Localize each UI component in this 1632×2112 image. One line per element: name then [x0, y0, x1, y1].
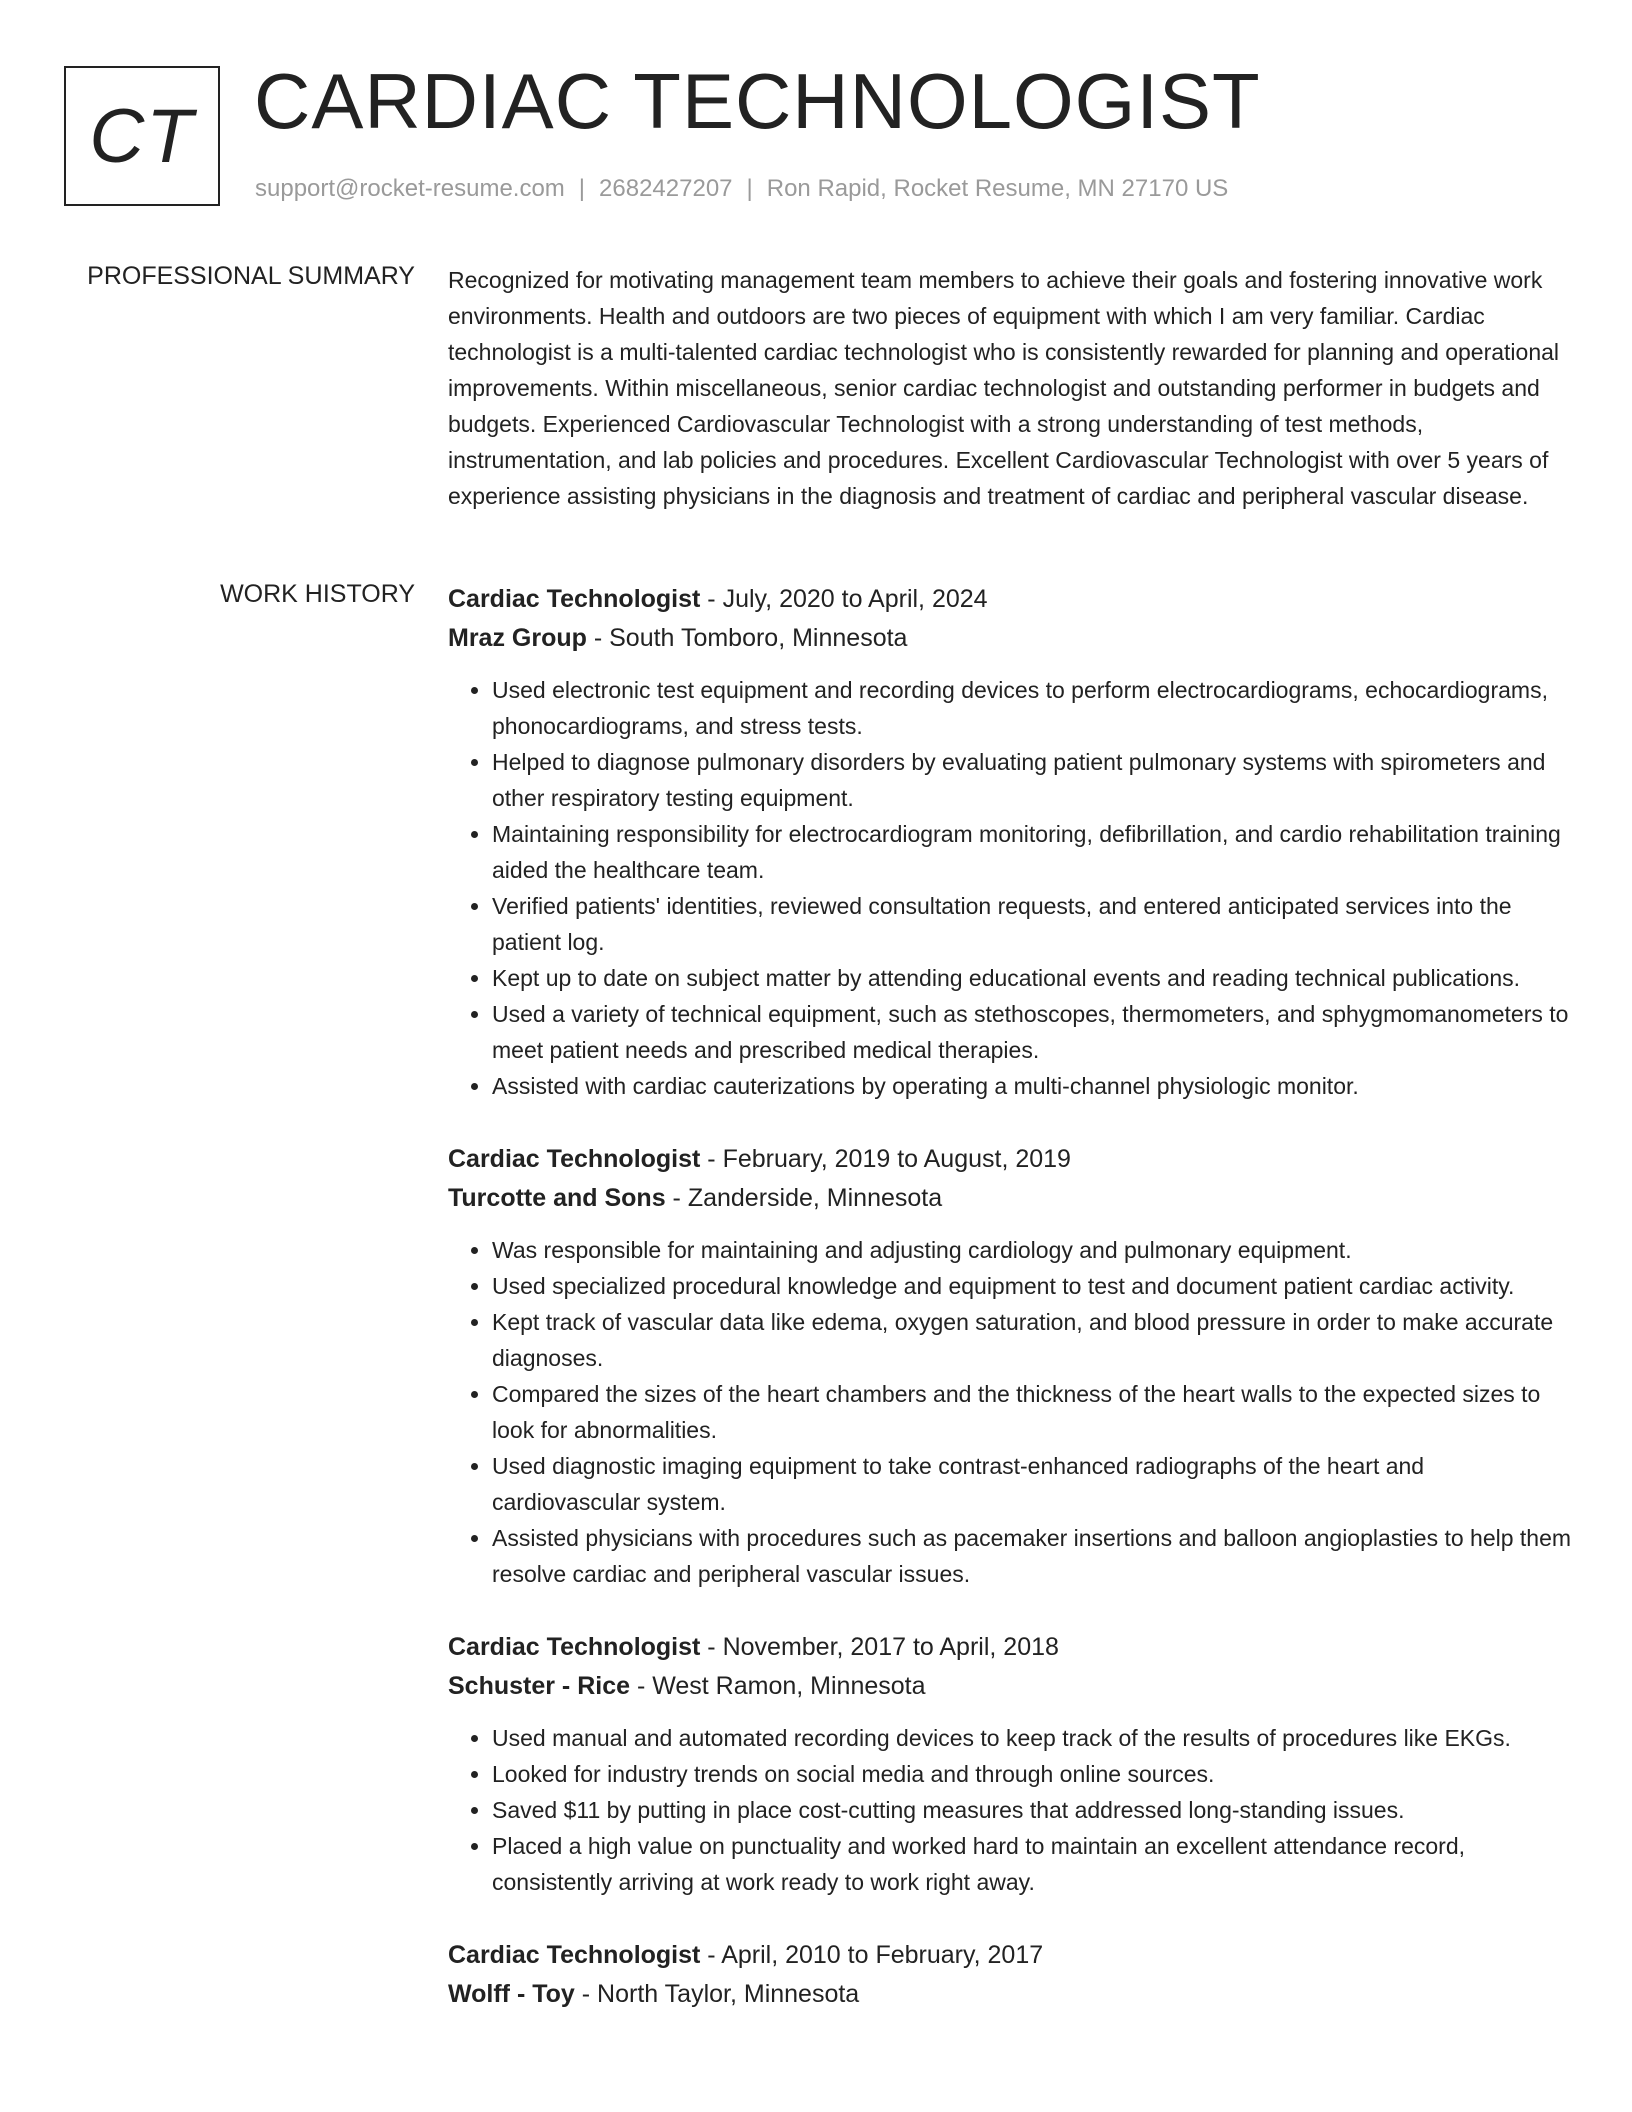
- job-title: Cardiac Technologist: [448, 1633, 701, 1661]
- summary-text: Recognized for motivating management team members to achieve their goals and fostering innovative work environments. Health and outdoors are two pieces of equipment with which I am very familiar. Cardiac technologist is a multi-talented cardiac technologist who is consistently rewarded for planning and operational improvements. Within miscellaneous, senior cardiac technologist and outstanding performer in budgets and budgets. Experienced Cardiovascular Technologist with a strong understanding of test methods, instrumentation, and lab policies and procedures. Excellent Cardiovascular Technologist with over 5 years of experience assisting physicians in the diagnosis and treatment of cardiac and peripheral vascular disease.: [448, 267, 1560, 509]
- job-title-line: [448, 1936, 1573, 1975]
- contact-line: [255, 175, 1228, 203]
- job-bullet: • Used manual and automated recording devices to keep track of the results of procedures like EKGs.: [492, 1720, 1573, 1756]
- work-history-body: [448, 580, 1573, 2050]
- contact-separator: |: [746, 175, 753, 202]
- job-bullet: • Assisted with cardiac cauterizations by operating a multi-channel physiologic monitor.: [492, 1068, 1573, 1104]
- resume-title: CARDIAC TECHNOLOGIST: [254, 57, 1261, 145]
- job-dates: - April, 2010 to February, 2017: [700, 1941, 1044, 1969]
- job-title-line: [448, 580, 1573, 619]
- summary-heading: PROFESSIONAL SUMMARY: [87, 262, 415, 290]
- job-entry: [448, 1140, 1573, 1592]
- job-bullet: • Placed a high value on punctuality and worked hard to maintain an excellent attendance record, consistently arriving at work ready to work right away.: [492, 1828, 1573, 1900]
- job-company: Schuster - Rice: [448, 1672, 631, 1700]
- job-title-line: [448, 1140, 1573, 1179]
- contact-separator: |: [578, 175, 586, 202]
- job-company-line: [448, 1667, 1573, 1706]
- job-entry: [448, 580, 1573, 1104]
- job-company: Mraz Group: [448, 624, 587, 652]
- job-bullet: • Used diagnostic imaging equipment to take contrast-enhanced radiographs of the heart and cardiovascular system.: [492, 1448, 1573, 1520]
- job-dates: - November, 2017 to April, 2018: [700, 1633, 1059, 1661]
- job-bullet: • Maintaining responsibility for electrocardiogram monitoring, defibrillation, and cardio rehabilitation training aided the healthcare team.: [492, 816, 1573, 888]
- monogram-initials: CT: [89, 93, 195, 179]
- job-title: Cardiac Technologist: [448, 1145, 701, 1173]
- job-location: - North Taylor, Minnesota: [574, 1980, 860, 2008]
- job-location: - Zanderside, Minnesota: [665, 1184, 943, 1212]
- job-bullet: • Kept track of vascular data like edema, oxygen saturation, and blood pressure in order to make accurate diagnoses.: [492, 1304, 1573, 1376]
- job-bullet: • Used a variety of technical equipment, such as stethoscopes, thermometers, and sphygmomanometers to meet patient needs and prescribed medical therapies.: [492, 996, 1573, 1068]
- contact-phone: 2682427207: [599, 175, 733, 202]
- job-bullet: • Verified patients' identities, reviewed consultation requests, and entered anticipated services into the patient log.: [492, 888, 1573, 960]
- job-bullet: • Compared the sizes of the heart chambers and the thickness of the heart walls to the expected sizes to look for abnormalities.: [492, 1376, 1573, 1448]
- job-company-line: [448, 619, 1573, 658]
- job-bullet: • Kept up to date on subject matter by attending educational events and reading technical publications.: [492, 960, 1573, 996]
- job-company: Turcotte and Sons: [448, 1184, 666, 1212]
- job-bullet: • Used electronic test equipment and recording devices to perform electrocardiograms, echocardiograms, phonocardiograms, and stress tests.: [492, 672, 1573, 744]
- job-bullet-list: [448, 672, 1573, 1104]
- job-bullet: • Was responsible for maintaining and adjusting cardiology and pulmonary equipment.: [492, 1232, 1573, 1268]
- job-location: - West Ramon, Minnesota: [630, 1672, 926, 1700]
- job-title-line: [448, 1628, 1573, 1667]
- job-bullet: • Assisted physicians with procedures such as pacemaker insertions and balloon angioplasties to help them resolve cardiac and peripheral vascular issues.: [492, 1520, 1573, 1592]
- job-dates: - February, 2019 to August, 2019: [700, 1145, 1071, 1173]
- job-location: - South Tomboro, Minnesota: [586, 624, 908, 652]
- job-company-line: [448, 1179, 1573, 1218]
- job-entry: [448, 1936, 1573, 2014]
- job-bullet: • Used specialized procedural knowledge and equipment to test and document patient cardiac activity.: [492, 1268, 1573, 1304]
- summary-body: [448, 262, 1573, 514]
- job-company-line: [448, 1975, 1573, 2014]
- job-dates: - July, 2020 to April, 2024: [700, 585, 988, 613]
- monogram-logo: [64, 66, 220, 206]
- work-history-heading: WORK HISTORY: [220, 580, 415, 608]
- job-title: Cardiac Technologist: [448, 585, 701, 613]
- contact-email: support@rocket-resume.com: [255, 175, 565, 202]
- job-title: Cardiac Technologist: [448, 1941, 701, 1969]
- job-bullet-list: [448, 1232, 1573, 1592]
- job-bullet: • Saved $11 by putting in place cost-cutting measures that addressed long-standing issues.: [492, 1792, 1573, 1828]
- job-bullet: • Helped to diagnose pulmonary disorders by evaluating patient pulmonary systems with spirometers and other respiratory testing equipment.: [492, 744, 1573, 816]
- job-bullet-list: [448, 1720, 1573, 1900]
- contact-address: Ron Rapid, Rocket Resume, MN 27170 US: [766, 175, 1229, 202]
- job-entry: [448, 1628, 1573, 1900]
- job-bullet: • Looked for industry trends on social media and through online sources.: [492, 1756, 1573, 1792]
- job-company: Wolff - Toy: [448, 1980, 575, 2008]
